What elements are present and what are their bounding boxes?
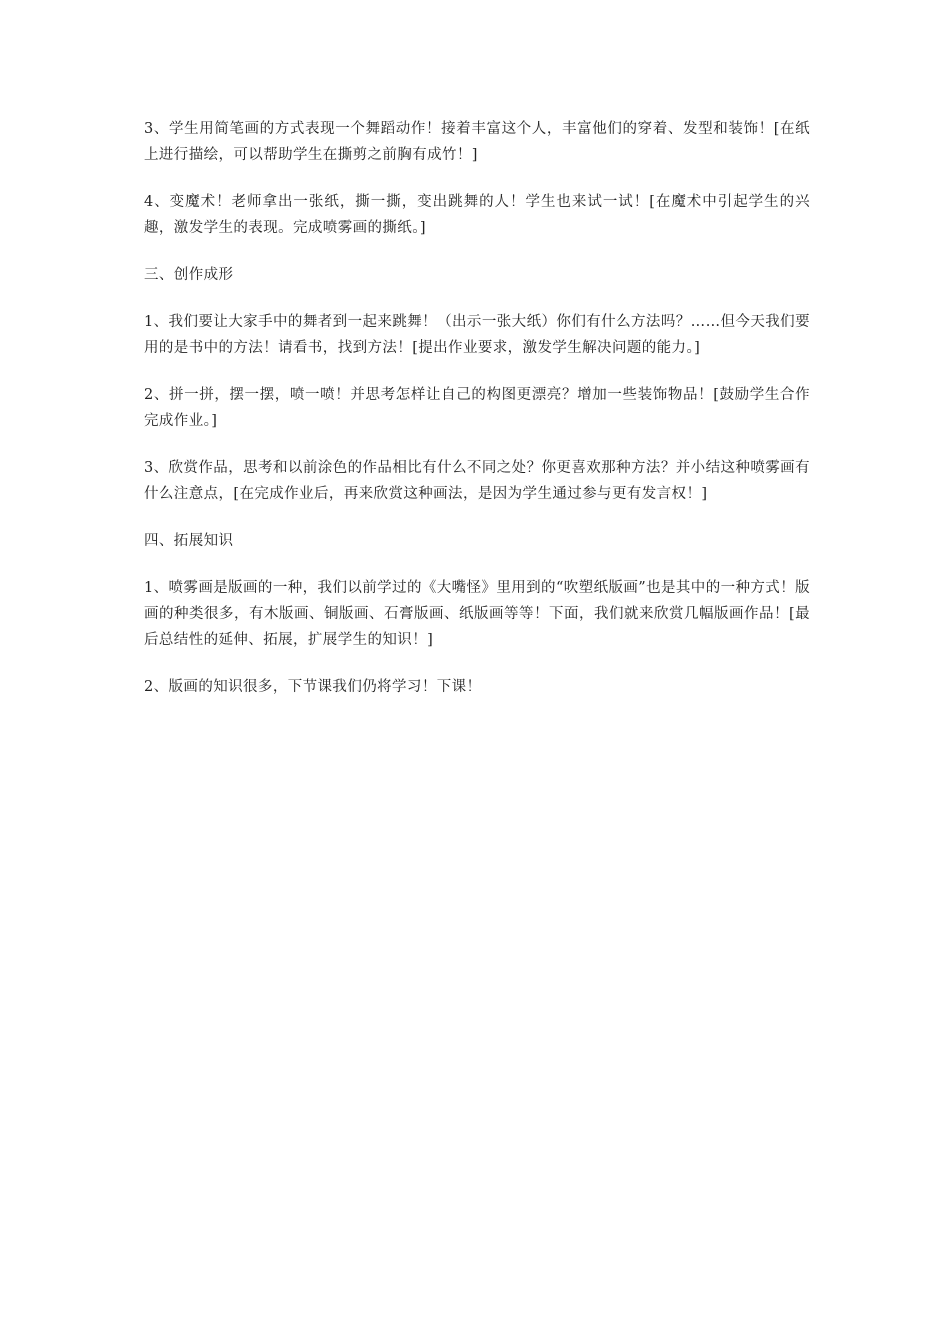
section-heading-4: 四、拓展知识 (144, 533, 234, 549)
paragraph-step-4-magic: 4、变魔术！老师拿出一张纸，撕一撕，变出跳舞的人！学生也来试一试！[在魔术中引起学生的兴趣，激发学生的表现。完成喷雾画的撕纸。] (144, 194, 810, 236)
paragraph-create-3: 3、欣赏作品，思考和以前涂色的作品相比有什么不同之处？你更喜欢那种方法？并小结这种喷雾画有什么注意点，[在完成作业后，再来欣赏这种画法，是因为学生通过参与更有发言权！] (144, 460, 810, 502)
section-heading-3: 三、创作成形 (144, 267, 234, 283)
paragraph-step-3-drawing: 3、学生用简笔画的方式表现一个舞蹈动作！接着丰富这个人，丰富他们的穿着、发型和装饰！[在纸上进行描绘，可以帮助学生在撕剪之前胸有成竹！] (144, 121, 810, 163)
paragraph-create-2: 2、拼一拼，摆一摆，喷一喷！并思考怎样让自己的构图更漂亮？增加一些装饰物品！[鼓励学生合作完成作业。] (144, 387, 810, 429)
paragraph-extend-1: 1、喷雾画是版画的一种，我们以前学过的《大嘴怪》里用到的“吹塑纸版画”也是其中的一种方式！版画的种类很多，有木版画、铜版画、石膏版画、纸版画等等！下面，我们就来欣赏几幅版画作品！[最后总结性的延伸、拓展，扩展学生的知识！] (144, 580, 810, 648)
document-body (144, 116, 810, 721)
paragraph-create-1: 1、我们要让大家手中的舞者到一起来跳舞！（出示一张大纸）你们有什么方法吗？……但今天我们要用的是书中的方法！请看书，找到方法！[提出作业要求，激发学生解决问题的能力。] (144, 314, 810, 356)
paragraph-extend-2: 2、版画的知识很多，下节课我们仍将学习！下课！ (144, 679, 482, 695)
